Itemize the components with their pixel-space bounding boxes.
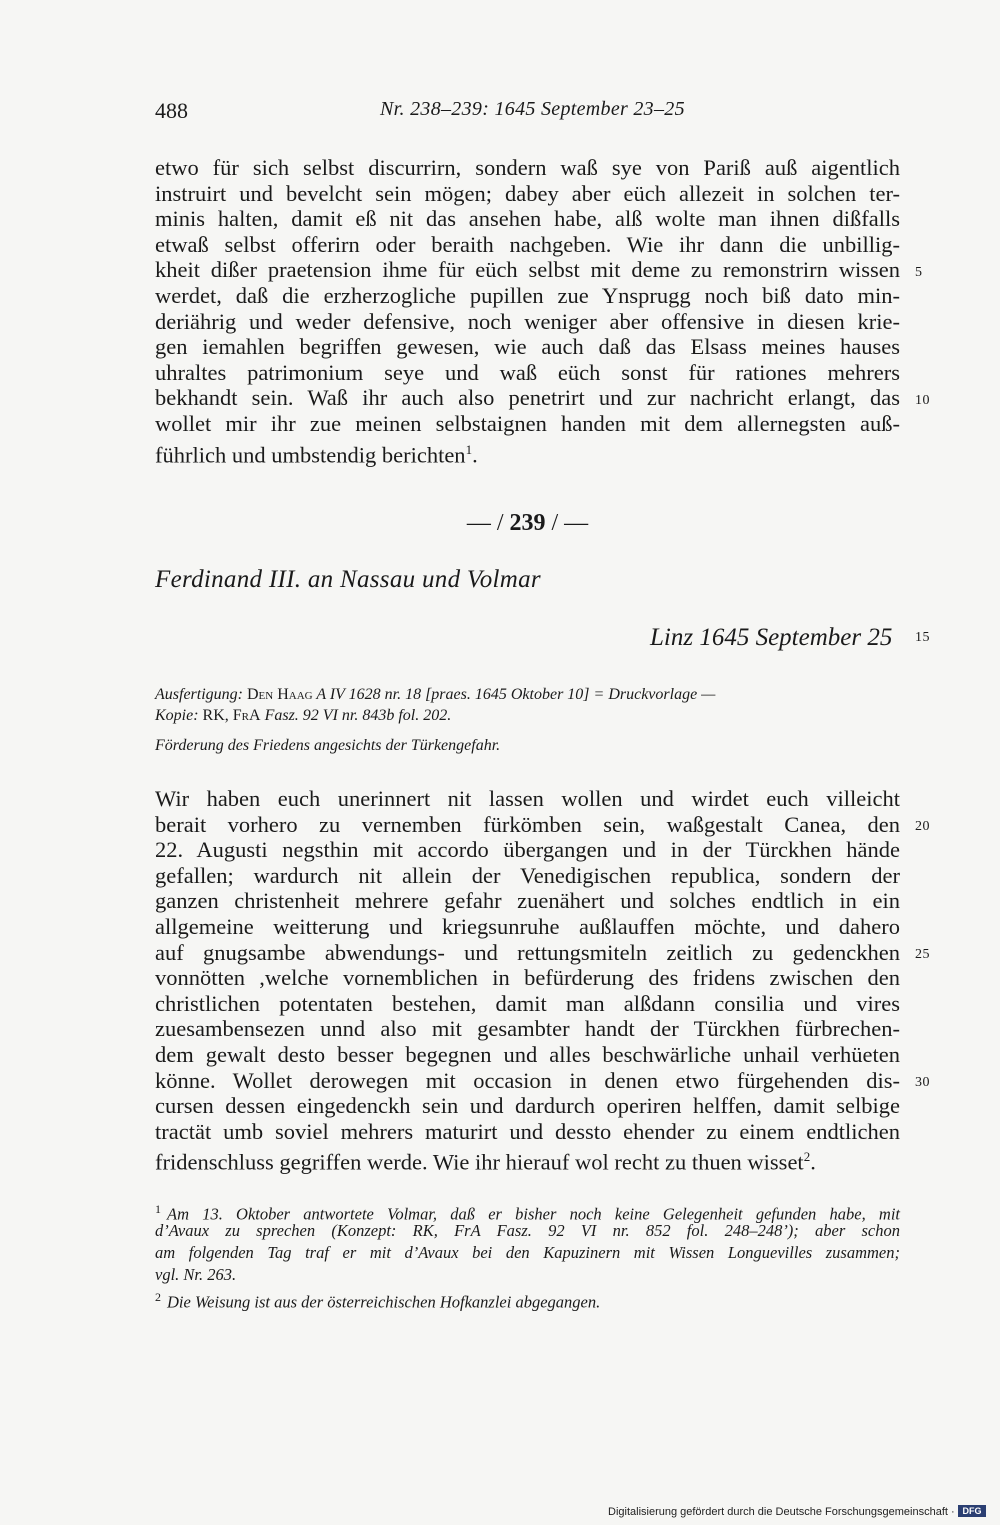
source-label: Kopie: <box>155 707 199 724</box>
text-line-content: fridenschluss gegriffen werde. Wie ihr hierauf wol recht zu thuen wisset <box>155 1149 804 1175</box>
document-number-suffix: / — <box>551 510 589 536</box>
archive-name: Den Haag <box>247 686 313 703</box>
document-number-value: 239 <box>509 510 546 536</box>
text-line-content: führlich und umbstendig berichten <box>155 442 466 468</box>
footnote-reference[interactable]: 2 <box>803 1149 811 1165</box>
text-line: bekhandt sein. Waß ihr auch also penetrirt und zur nachricht erlangt, das <box>155 385 900 411</box>
line-number: 10 <box>915 393 930 408</box>
running-head: Nr. 238–239: 1645 September 23–25 <box>380 98 685 120</box>
footnote-text: Am 13. Oktober antwortete Volmar, daß er bisher noch keine Gelegenheit gefunden habe, mit <box>167 1204 900 1224</box>
continuation-text <box>155 155 930 468</box>
footnote-marker: 2 <box>155 1290 161 1304</box>
document-title: Ferdinand III. an Nassau und Volmar <box>155 566 541 593</box>
text-line: gen iemahlen begriffen gewesen, wie auch daß das Elsass meines hauses <box>155 334 900 360</box>
text-line: zuesambensezen unnd also mit gesambter handt der Türckhen fürbrechen- <box>155 1016 900 1042</box>
page-number: 488 <box>155 98 188 123</box>
line-number: 20 <box>915 819 930 834</box>
source-line <box>155 705 900 726</box>
text-line: 22. Augusti negsthin mit accordo übergangen und in der Türckhen hände <box>155 837 900 863</box>
regest: Förderung des Friedens angesichts der Türkengefahr. <box>155 737 501 754</box>
text-line: etwaß selbst offerirn oder beraith nachgeben. Wie ihr dann die unbillig- <box>155 231 900 257</box>
footnote-line: vgl. Nr. 263. <box>155 1265 237 1284</box>
line-number: 25 <box>915 947 930 962</box>
text-line: wollet mir ihr zue meinen selbstaignen handen mit dem allernegsten auß- <box>155 410 900 436</box>
dfg-logo-icon[interactable]: DFG <box>958 1505 986 1517</box>
text-line: auf gnugsambe abwendungs- und rettungsmiteln zeitlich zu gedenckhen <box>155 939 900 965</box>
source-label: Ausfertigung: <box>155 686 243 703</box>
text-line: vonnötten ,welche vornemblichen in befürderung des fridens zwischen den <box>155 965 900 991</box>
text-line: könne. Wollet derowegen mit occasion in denen etwo fürgehenden dis- <box>155 1067 900 1093</box>
footnote-line: am folgenden Tag traf er mit d’Avaux bei den Kapuzinern mit Wissen Longuevilles zusammen; <box>155 1243 900 1262</box>
document-number-prefix: — / <box>466 510 504 536</box>
text-line: dem gewalt desto besser begegnen und alles beschwärliche unhail verhüeten <box>155 1041 900 1067</box>
text-line: uhraltes patrimonium seye und waß eüch sonst für rationes mehrers <box>155 359 900 385</box>
text-line: christlichen potentaten bestehen, damit man alßdann consilia und vires <box>155 990 900 1016</box>
line-number: 15 <box>915 630 930 645</box>
text-line: ganzen christenheit mehrere gefahr zuenähert und solches endtlich in ein <box>155 888 900 914</box>
archive-name: RK, FrA <box>202 707 261 724</box>
page-header <box>155 98 900 128</box>
text-line: Wir haben euch unerinnert nit lassen wollen und wirdet euch villeicht <box>155 786 900 811</box>
footnote-line <box>155 1286 900 1312</box>
digitization-credit[interactable]: Digitalisierung gefördert durch die Deutsche Forschungsgemeinschaft · <box>608 1506 955 1518</box>
text-line: deriährig und weder defensive, noch weniger aber offensive in diesen krie- <box>155 308 900 334</box>
footnotes <box>155 1198 900 1312</box>
text-line: tractät umb soviel mehrers maturirt und dessto ehender zu einem endtlichen <box>155 1118 900 1144</box>
source-note <box>155 684 900 726</box>
line-number: 30 <box>915 1075 930 1090</box>
text-line: etwo für sich selbst discurrirn, sondern waß sye von Pariß auß aigentlich <box>155 155 900 180</box>
text-line: berait vorhero zu vernemben fürkömben sein, waßgestalt Canea, den <box>155 811 900 837</box>
line-number: 5 <box>915 265 923 280</box>
footnote-reference[interactable]: 1 <box>465 441 473 457</box>
text-line: gefallen; wardurch nit allein der Venedigischen republica, sondern der <box>155 862 900 888</box>
text-line: minis halten, damit eß nit das ansehen habe, alß wolte man ihnen dißfalls <box>155 206 900 232</box>
text-line: kheit dißer praetension ihme für eüch selbst mit deme zu remonstrirn wissen <box>155 257 900 283</box>
source-reference: A IV 1628 nr. 18 [praes. 1645 Oktober 10] = Druckvorlage — <box>316 686 716 703</box>
footnote-line <box>155 1198 900 1224</box>
footnote-marker: 1 <box>155 1202 161 1216</box>
text-line: allgemeine weitterung und kriegsunruhe außlauffen möchte, und dahero <box>155 913 900 939</box>
text-line: fridenschluss gegriffen werde. Wie ihr hierauf wol recht zu thuen wisset$^2$. <box>155 1149 816 1175</box>
document-place-date: Linz 1645 September 25 <box>650 624 893 651</box>
text-line: cursen dessen eingedenckh sein und dardurch operiren helffen, damit selbige <box>155 1093 900 1119</box>
source-reference: Fasz. 92 VI nr. 843b fol. 202. <box>264 707 452 724</box>
text-line: führlich und umbstendig berichten$^1$. <box>155 441 478 468</box>
footnote-line: d’Avaux zu sprechen (Konzept: RK, FrA Fasz. 92 VI nr. 852 fol. 248–248’); aber schon <box>155 1221 900 1240</box>
text-line: instruirt und bevelcht sein mögen; dabey aber eüch allezeit in solchen ter- <box>155 180 900 206</box>
text-line: werdet, daß die erzherzogliche pupillen zue Ynsprugg noch biß dato min- <box>155 282 900 308</box>
source-line <box>155 684 900 705</box>
footnote-text: Die Weisung ist aus der österreichischen Hofkanzlei abgegangen. <box>167 1292 601 1312</box>
document-body <box>155 786 930 1175</box>
document-number <box>155 510 900 537</box>
